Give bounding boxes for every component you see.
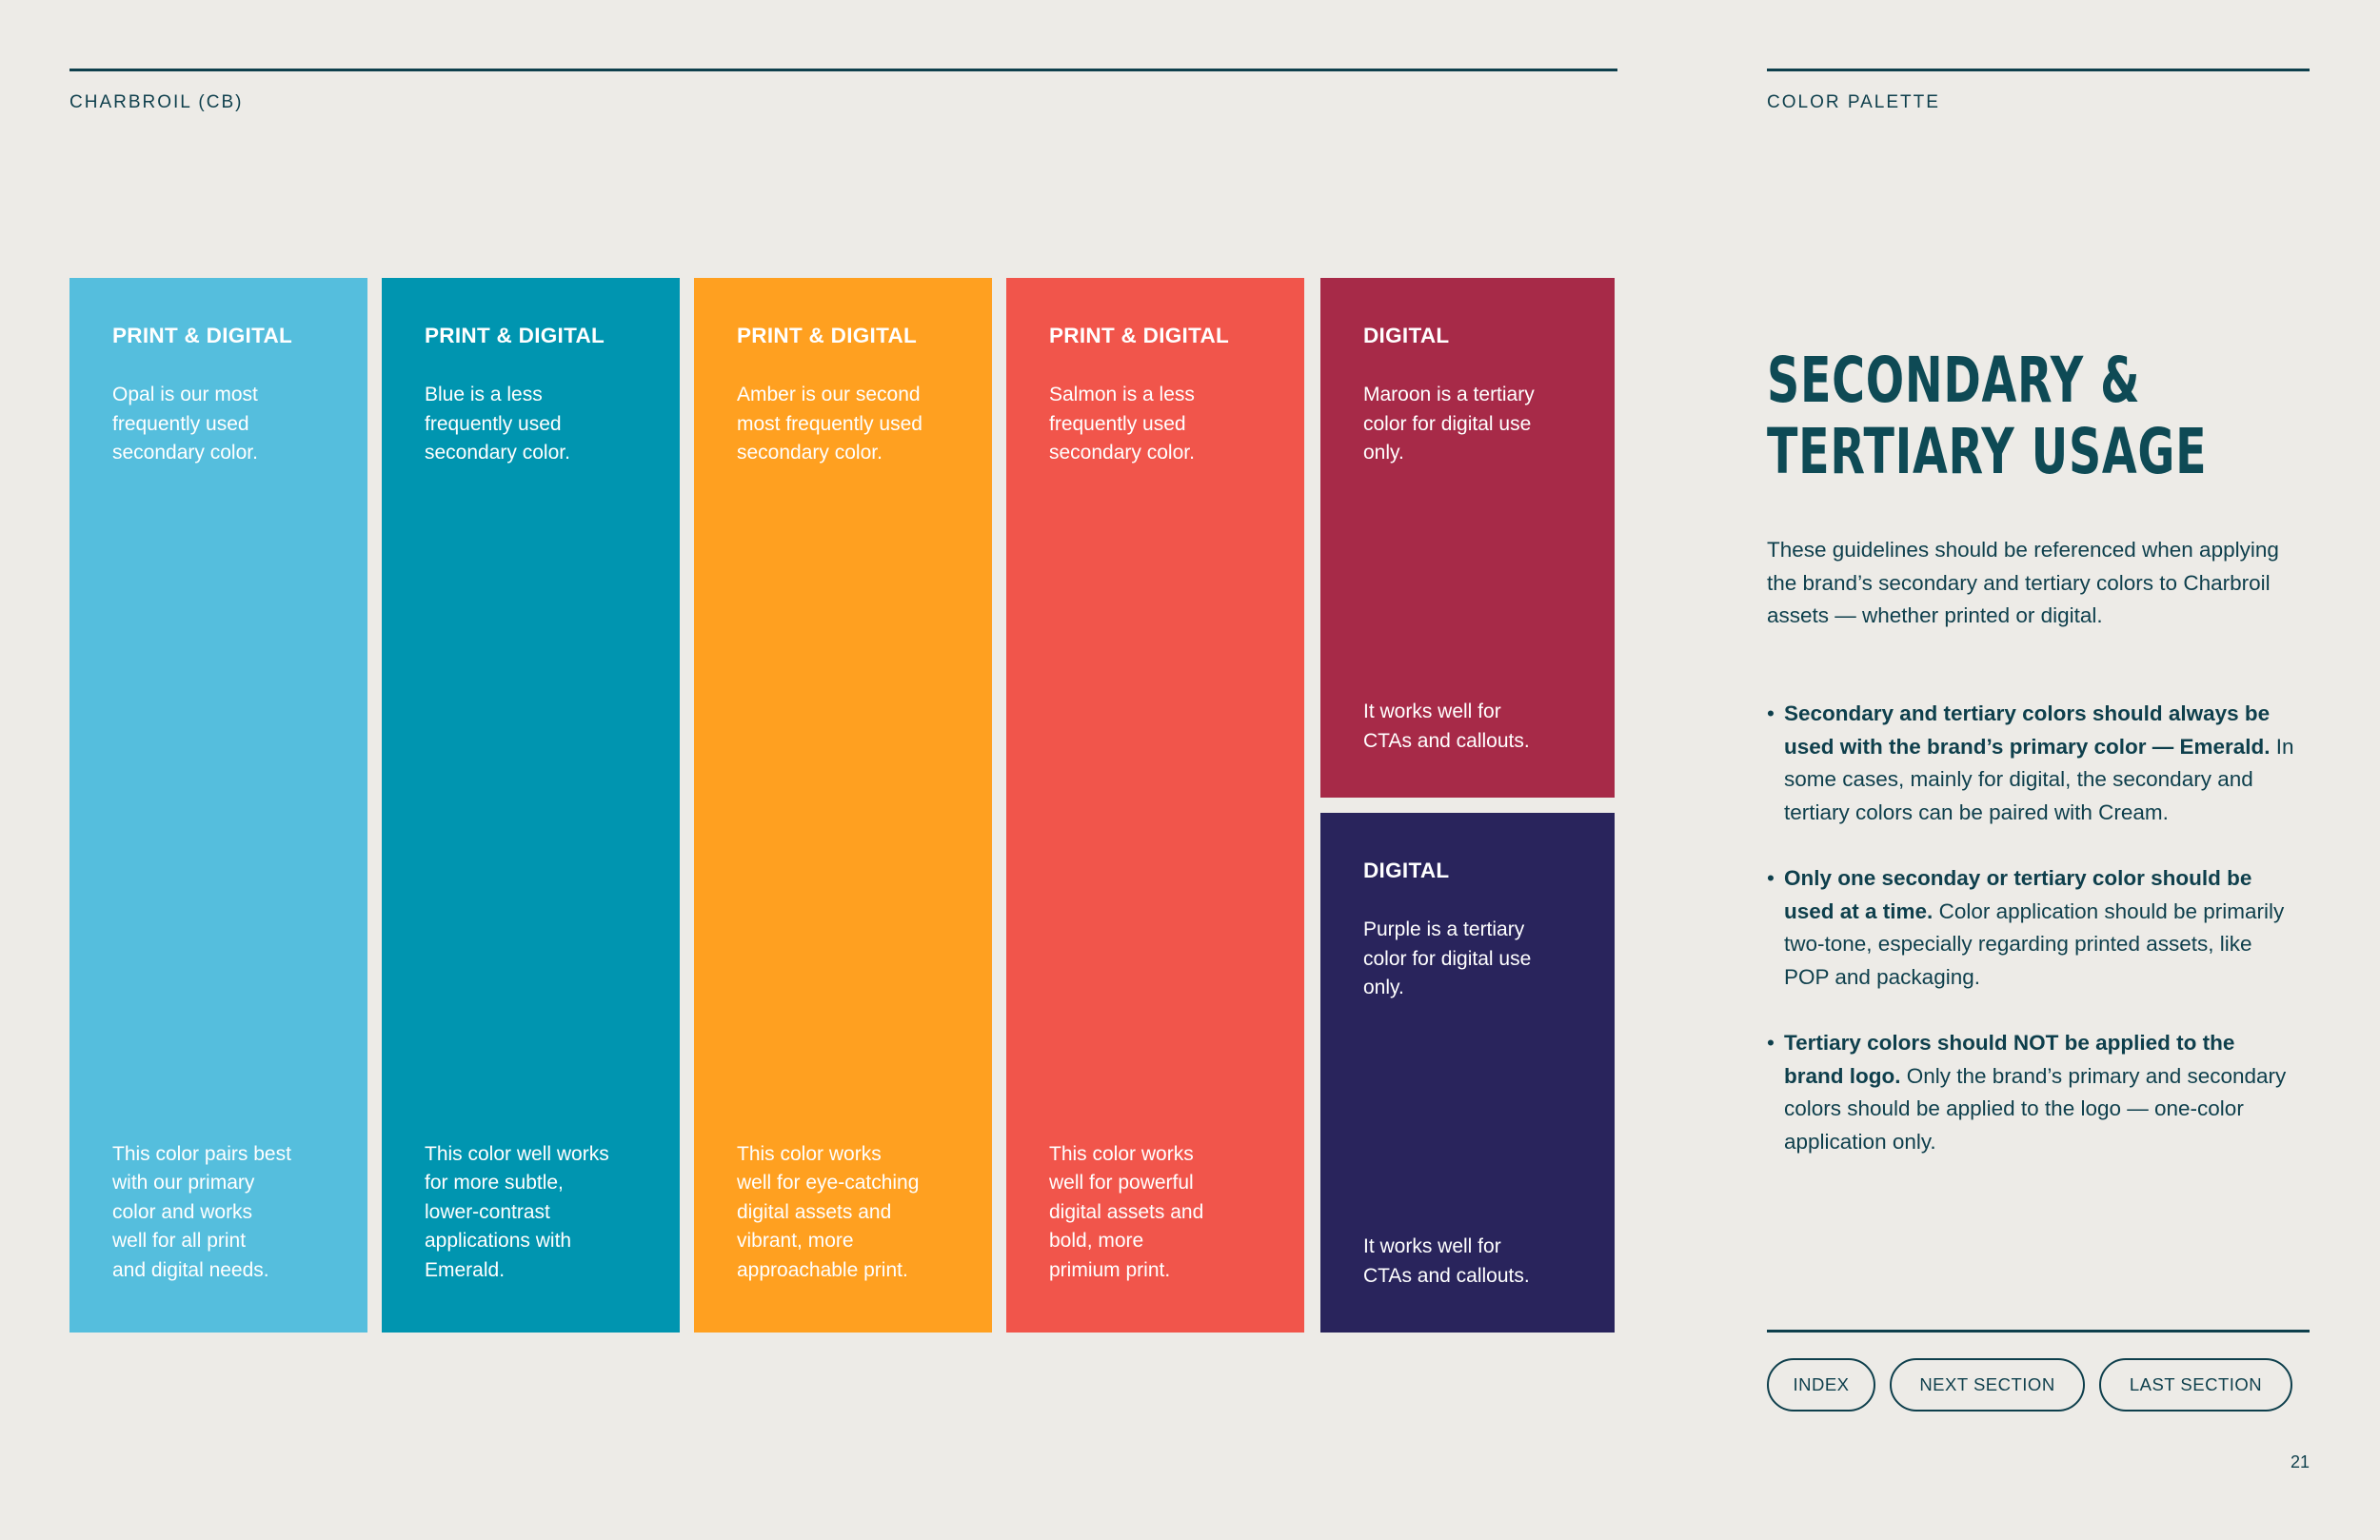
next-section-button[interactable]: NEXT SECTION (1890, 1358, 2085, 1412)
text-line: Salmon is a less (1049, 384, 1195, 405)
text-line: approachable print. (737, 1258, 908, 1281)
bullet-icon: • (1767, 1031, 1775, 1055)
text-line: well for powerful (1049, 1172, 1194, 1194)
text-line: secondary color. (737, 442, 883, 464)
text-line: primium print. (1049, 1258, 1171, 1281)
guideline-list (1767, 698, 2300, 1192)
text-line: This color pairs best (112, 1142, 291, 1165)
swatch-kicker: PRINT & DIGITAL (425, 324, 605, 347)
text-line: Blue is a less (425, 384, 543, 405)
text-line: This color well works (425, 1142, 609, 1165)
swatch-description (1363, 381, 1582, 468)
text-line: frequently used (1049, 412, 1186, 435)
text-line: secondary color. (425, 442, 570, 464)
text-line: only. (1363, 977, 1404, 998)
text-line: most frequently used (737, 412, 922, 435)
text-line: CTAs and callouts. (1363, 729, 1530, 752)
guideline-item (1767, 862, 2300, 994)
guideline-emphasis: Tertiary colors should NOT be applied to the brand logo. (1784, 1031, 2235, 1088)
swatch-usage-note (112, 1140, 341, 1286)
text-line: well for eye-catching (737, 1172, 920, 1194)
title-line: SECONDARY & (1767, 344, 2141, 417)
swatch-usage-note (1049, 1140, 1278, 1286)
page-number: 21 (2290, 1452, 2310, 1471)
guideline-text: Color application should be primarily two-tone, especially regarding printed assets, like POP and packaging. (1784, 898, 2285, 989)
footer-rule (1767, 1330, 2310, 1333)
text-line: Amber is our second (737, 384, 921, 405)
text-line: for more subtle, (425, 1172, 564, 1194)
section-label: COLOR PALETTE (1767, 92, 1940, 112)
swatch-description (112, 381, 331, 468)
text-line: bold, more (1049, 1230, 1144, 1252)
index-button[interactable]: INDEX (1767, 1358, 1875, 1412)
swatch-kicker: DIGITAL (1363, 324, 1450, 347)
swatch-usage-note (425, 1140, 653, 1286)
swatch-amber (694, 278, 992, 1333)
intro-paragraph: These guidelines should be referenced when applying the brand’s secondary and tertiary colors to Charbroil assets — whether printed or digital. (1767, 538, 2279, 627)
text-line: It works well for (1363, 1235, 1501, 1257)
last-section-button[interactable]: LAST SECTION (2099, 1358, 2292, 1412)
guideline-emphasis: Only one seconday or tertiary color should be used at a time. (1784, 866, 2252, 923)
guideline-item (1767, 1027, 2300, 1158)
text-line: only. (1363, 442, 1404, 464)
text-line: color for digital use (1363, 947, 1532, 970)
bullet-icon: • (1767, 866, 1775, 890)
text-line: color for digital use (1363, 412, 1532, 435)
swatch-maroon (1320, 278, 1615, 798)
text-line: Purple is a tertiary (1363, 918, 1525, 940)
text-line: and digital needs. (112, 1258, 269, 1281)
section-title (1767, 345, 2207, 487)
swatch-usage-note (1363, 1233, 1592, 1291)
text-line: Opal is our most (112, 384, 258, 405)
text-line: It works well for (1363, 701, 1501, 722)
swatch-opal (69, 278, 367, 1333)
guideline-emphasis: Secondary and tertiary colors should always be used with the brand’s primary color — Emerald. (1784, 701, 2271, 759)
text-line: Emerald. (425, 1258, 506, 1281)
text-line: This color works (737, 1142, 882, 1165)
swatch-description (1049, 381, 1268, 468)
text-line: digital assets and (1049, 1200, 1204, 1223)
text-line: digital assets and (737, 1200, 892, 1223)
swatch-kicker: PRINT & DIGITAL (737, 324, 918, 347)
swatch-blue (382, 278, 680, 1333)
text-line: This color works (1049, 1142, 1194, 1165)
guideline-text: Only the brand’s primary and secondary colors should be applied to the logo — one-color application only. (1784, 1063, 2287, 1154)
swatch-description (1363, 916, 1582, 1003)
text-line: CTAs and callouts. (1363, 1264, 1530, 1287)
text-line: applications with (425, 1230, 572, 1252)
text-line: secondary color. (112, 442, 258, 464)
text-line: frequently used (425, 412, 562, 435)
swatch-description (425, 381, 644, 468)
text-line: lower-contrast (425, 1200, 550, 1223)
swatch-description (737, 381, 956, 468)
text-line: with our primary (112, 1172, 255, 1194)
text-line: secondary color. (1049, 442, 1195, 464)
title-line: TERTIARY USAGE (1767, 415, 2208, 488)
swatch-kicker: PRINT & DIGITAL (112, 324, 293, 347)
brand-label: CHARBROIL (CB) (69, 92, 244, 112)
swatch-usage-note (1363, 698, 1592, 756)
text-line: color and works (112, 1200, 253, 1223)
swatch-kicker: DIGITAL (1363, 859, 1450, 882)
header-rule-right (1767, 69, 2310, 71)
text-line: vibrant, more (737, 1230, 854, 1252)
text-line: frequently used (112, 412, 249, 435)
text-line: well for all print (112, 1230, 247, 1252)
guideline-item (1767, 698, 2300, 829)
bullet-icon: • (1767, 701, 1775, 725)
guideline-text: In some cases, mainly for digital, the secondary and tertiary colors can be paired with Cream. (1784, 734, 2294, 824)
swatch-usage-note (737, 1140, 965, 1286)
text-line: Maroon is a tertiary (1363, 384, 1535, 405)
header-rule-left (69, 69, 1617, 71)
swatch-kicker: PRINT & DIGITAL (1049, 324, 1230, 347)
swatch-salmon (1006, 278, 1304, 1333)
swatch-purple (1320, 813, 1615, 1333)
